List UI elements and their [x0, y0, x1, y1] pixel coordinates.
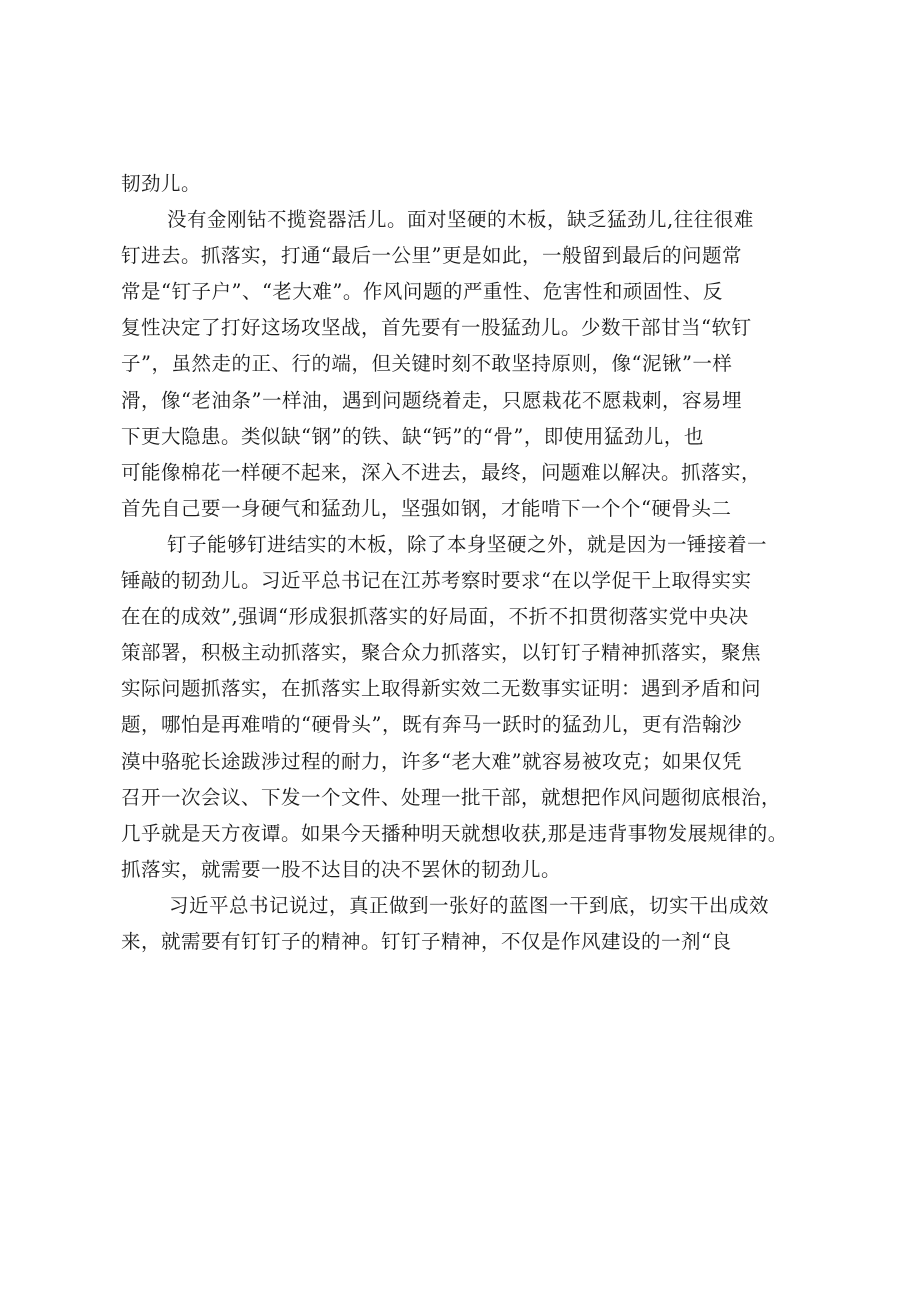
text-line: 实际问题抓落实，在抓落实上取得新实效二无数事实证明：遇到矛盾和问 — [121, 677, 762, 701]
text-line: 召开一次会议、下发一个文件、处理一批干部，就想把作风问题彻底根治， — [121, 785, 782, 809]
text-line: 首先自己要一身硬气和猛劲儿，坚强如钢，才能啃下一个个“硬骨头二 — [121, 496, 732, 520]
paragraph-start-line: 钉子能够钉进结实的木板，除了本身坚硬之外，就是因为一锤接着一 — [167, 532, 768, 556]
paragraph-start-line: 习近平总书记说过，真正做到一张好的蓝图一干到底，切实干出成效 — [169, 893, 770, 917]
text-line: 几乎就是天方夜谭。如果今天播种明天就想收获,那是违背事物发展规律的。 — [121, 821, 788, 845]
text-line: 来，就需要有钉钉子的精神。钉钉子精神，不仅是作风建设的一剂“良 — [121, 929, 732, 953]
text-line: 常是“钉子户”、“老大难”。作风问题的严重性、危害性和顽固性、反 — [121, 280, 723, 304]
text-line: 滑，像“老油条”一样油，遇到问题绕着走，只愿栽花不愿栽刺，容易埋 — [121, 388, 742, 412]
text-line: 抓落实，就需要一股不达目的决不罢休的韧劲儿。 — [121, 857, 562, 881]
text-line: 子”，虽然走的正、行的端，但关键时刻不敢坚持原则，像“泥锹”一样 — [121, 352, 733, 376]
text-line: 复性决定了打好这场攻坚战，首先要有一股猛劲儿。少数干部甘当“软钉 — [121, 316, 752, 340]
text-line: 锤敲的韧劲儿。习近平总书记在江苏考察时要求“在以学促干上取得实实 — [121, 569, 752, 593]
text-line: 题，哪怕是再难啃的“硬骨头”，既有奔马一跃时的猛劲儿，更有浩翰沙 — [121, 713, 742, 737]
paragraph-start-line: 没有金刚钻不揽瓷器活儿。面对坚硬的木板，缺乏猛劲儿,往往很难 — [167, 208, 754, 232]
text-line: 漠中骆驼长途跋涉过程的耐力，许多“老大难”就容易被攻克；如果仅凭 — [121, 749, 742, 773]
text-line: 韧劲儿。 — [121, 172, 202, 195]
text-line: 可能像棉花一样硬不起来，深入不进去，最终，问题难以解决。抓落实， — [121, 460, 762, 484]
text-line: 下更大隐患。类似缺“钢”的铁、缺“钙”的“骨”，即使用猛劲儿，也 — [121, 424, 704, 448]
body-text — [121, 166, 811, 960]
text-line: 策部署，积极主动抓落实，聚合众力抓落实，以钉钉子精神抓落实，聚焦 — [121, 641, 762, 665]
text-line: 钉进去。抓落实，打通“最后一公里”更是如此，一般留到最后的问题常 — [121, 244, 742, 268]
text-line: 在在的成效”,强调“形成狠抓落实的好局面，不折不扣贯彻落实党中央决 — [121, 605, 749, 629]
